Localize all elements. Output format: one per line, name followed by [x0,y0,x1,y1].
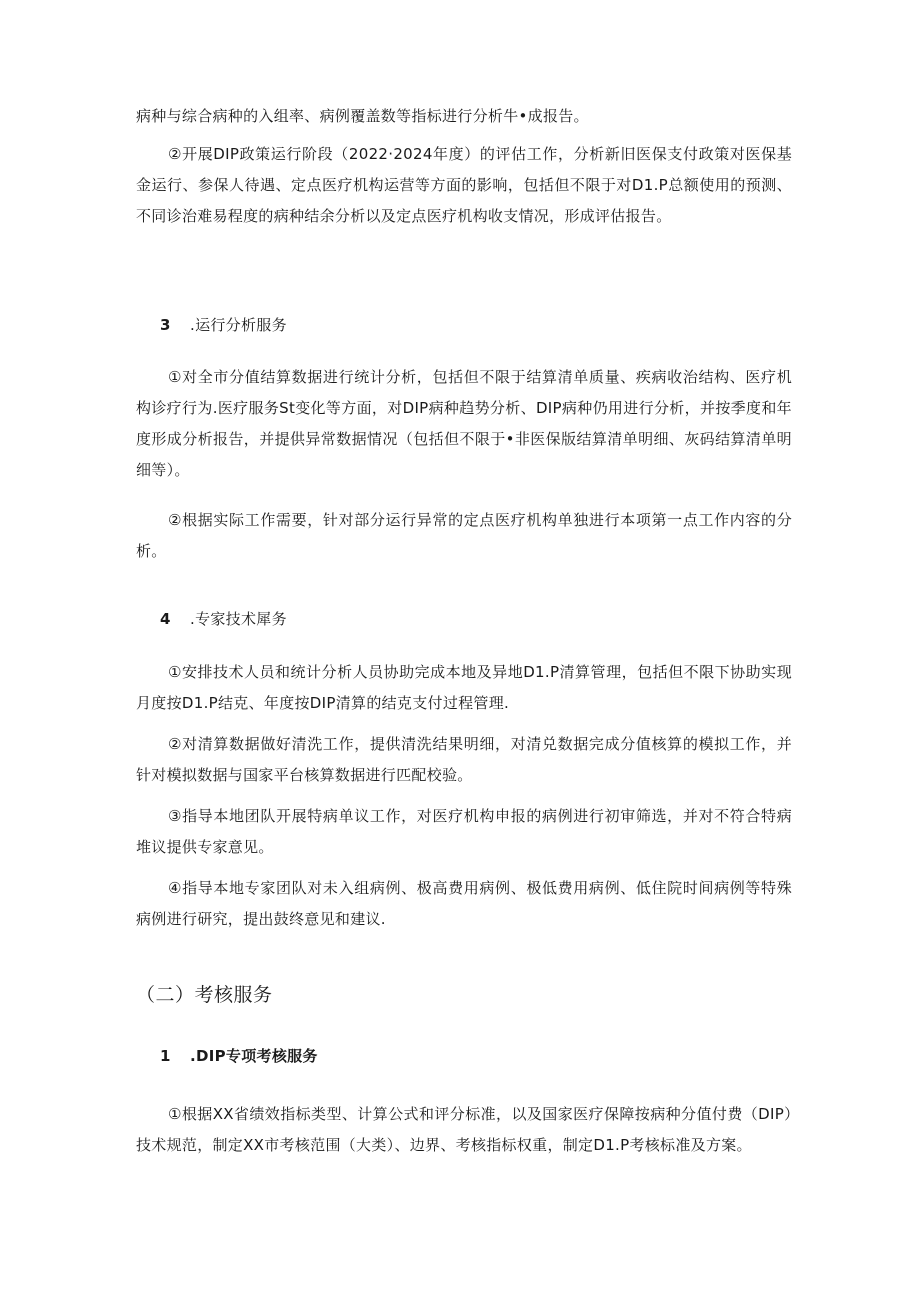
heading-operation-analysis [136,310,287,341]
heading-number: 1 [160,1047,171,1065]
paragraph-dip-evaluation: ②开展DIP政策运行阶段（2022·2024年度）的评估工作，分析新旧医保支付政策对医保基金运行、参保人待遇、定点医疗机构运营等方面的影响，包括但不限于对D1.P总额使用的预测、不同诊治难易程度的病种结余分析以及定点医疗机构收支情况，形成评估报告。 [136,145,792,225]
heading-number: 3 [160,316,171,334]
heading-text: .专家技术犀务 [190,610,287,628]
heading-text: .运行分析服务 [190,316,287,334]
paragraph-abnormal-analysis: ②根据实际工作需要，针对部分运行异常的定点医疗机构单独进行本项第一点工作内容的分析。 [136,511,792,560]
heading-text: .DIP专项考核服务 [190,1047,318,1065]
heading-expert-service [136,604,287,635]
heading-dip-assessment [136,1041,318,1072]
paragraph-assessment-standard: ①根据XX省绩效指标类型、计算公式和评分标准，以及国家医疗保障按病种分值付费（DIP）技术规范，制定XX市考核范围（大类）、边界、考核指标权重，制定D1.P考核标准及方案。 [136,1105,792,1154]
paragraph-data-cleaning: ②对清算数据做好清洗工作，提供清洗结果明细，对清兑数据完成分值核算的模拟工作，并针对模拟数据与国家平台核算数据进行匹配校验。 [136,735,792,784]
paragraph-clearing-management: ①安排技术人员和统计分析人员协助完成本地及异地D1.P清算管理，包括但不限下协助实现月度按D1.P结克、年度按DIP清算的结克支付过程管理. [136,663,792,712]
heading-number: 4 [160,610,171,628]
paragraph-p1: 病种与综合病种的入组率、病例覆盖数等指标进行分析牛•成报告。 [136,107,589,125]
paragraph-statistics-analysis: ①对全市分值结算数据进行统计分析，包括但不限于结算清单质量、疾病收治结构、医疗机构诊疗行为.医疗服务St变化等方面，对DIP病种趋势分析、DIP病种仍用进行分析，并按季度和年度形成分析报告，并提供异常数据情况（包括但不限于•非医保版结算清单明细、灰码结算清单明细等）。 [136,368,792,479]
paragraph-special-case-research: ④指导本地专家团队对未入组病例、极高费用病例、极低费用病例、低住院时间病例等特殊病例进行研究，提出鼓终意见和建议. [136,879,792,928]
paragraph-special-case-review: ③指导本地团队开展特病单议工作，对医疗机构申报的病例进行初审筛选，并对不符合特病堆议提供专家意见。 [136,807,792,856]
section-title-assessment: （二）考核服务 [136,984,273,1006]
